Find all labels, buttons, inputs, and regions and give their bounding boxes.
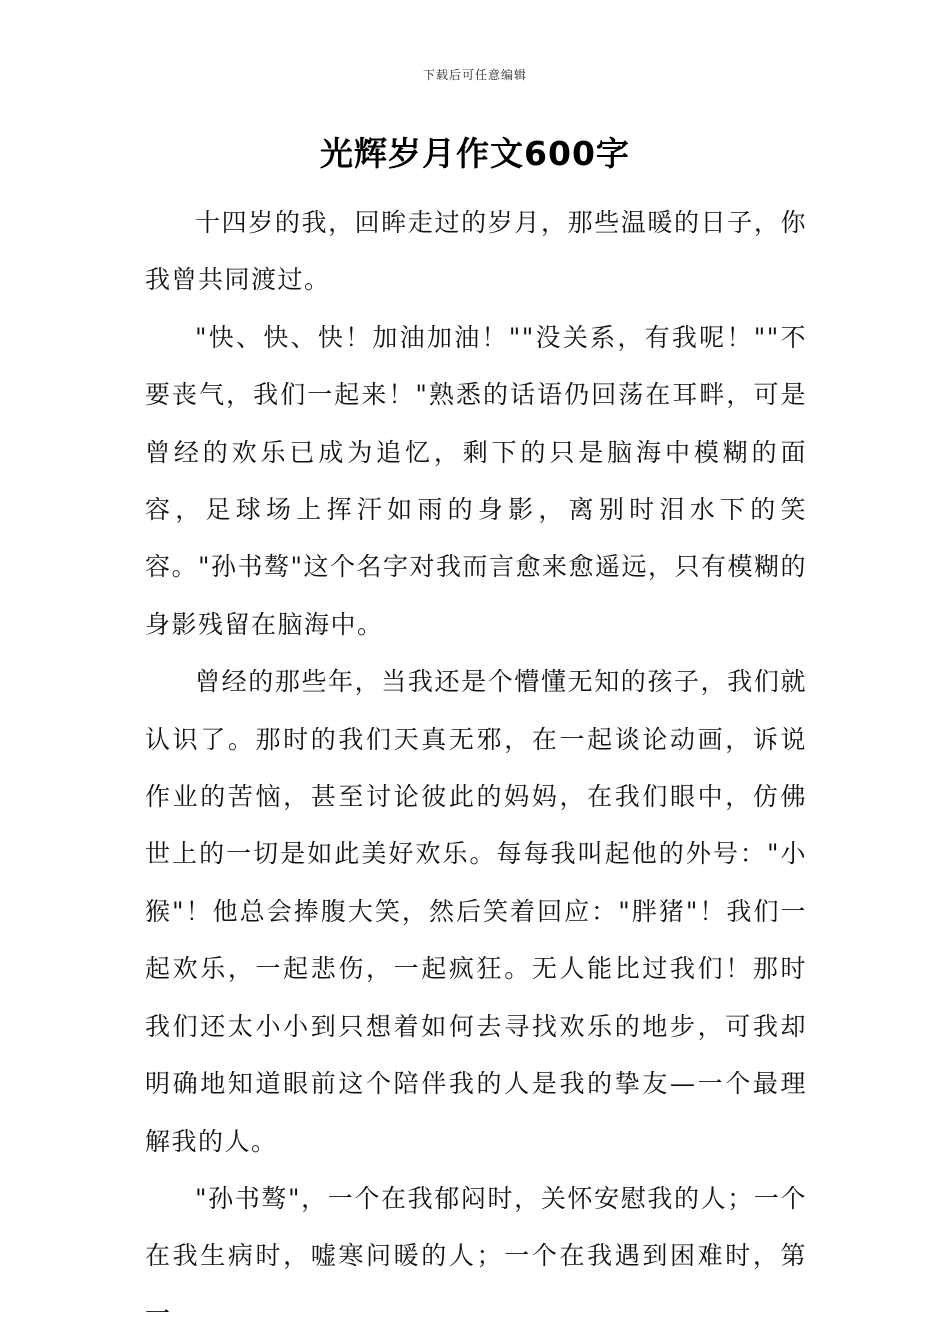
paragraph: 曾经的那些年，当我还是个懵懂无知的孩子，我们就认识了。那时的我们天真无邪，在一起谈论动画，诉说作业的苦恼，甚至讨论彼此的妈妈，在我们眼中，仿佛世上的一切是如此美好欢乐。每每我叫起他的外号："小猴"！他总会捧腹大笑，然后笑着回应："胖猪"！我们一起欢乐，一起悲伤，一起疯狂。无人能比过我们！那时我们还太小小到只想着如何去寻找欢乐的地步，可我却明确地知道眼前这个陪伴我的人是我的挚友—一个最理解我的人。 <box>145 667 807 1156</box>
paragraph: "快、快、快！加油加油！""没关系，有我呢！""不要丧气，我们一起来！"熟悉的话语仍回荡在耳畔，可是曾经的欢乐已成为追忆，剩下的只是脑海中模糊的面容，足球场上挥汗如雨的身影，离别时泪水下的笑容。"孙书骜"这个名字对我而言愈来愈遥远，只有模糊的身影残留在脑海中。 <box>145 322 808 639</box>
header-note: 下载后可任意编辑 <box>422 68 527 82</box>
document-body <box>145 194 807 1342</box>
paragraph: "孙书骜"，一个在我郁闷时，关怀安慰我的人；一个在我生病时，嘘寒问暖的人；一个在我遇到困难时，第一 <box>145 1183 807 1328</box>
paragraph: 十四岁的我，回眸走过的岁月，那些温暖的日子，你我曾共同渡过。 <box>145 208 807 295</box>
document-title: 光辉岁月作文600字 <box>320 134 630 173</box>
